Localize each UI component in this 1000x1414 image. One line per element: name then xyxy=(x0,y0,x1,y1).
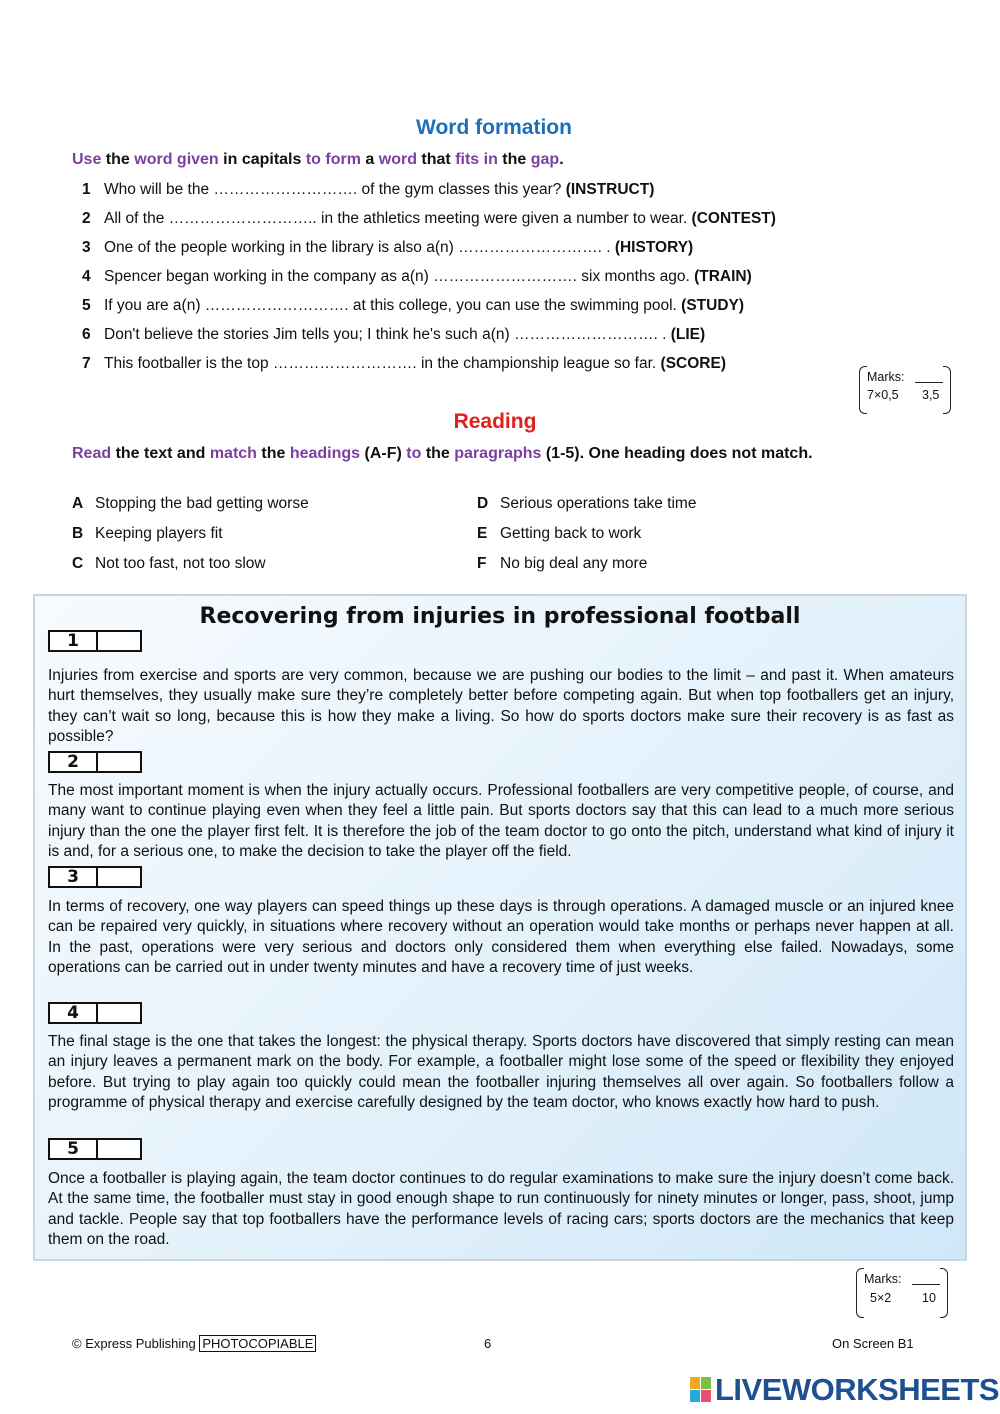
word-formation-title: Word formation xyxy=(416,116,572,139)
paragraph-number: 3 xyxy=(50,868,98,886)
marks-label: Marks: xyxy=(867,370,905,384)
heading-text: Serious operations take time xyxy=(500,495,697,512)
heading-option xyxy=(477,554,647,574)
instruction-part: the xyxy=(497,151,531,168)
instruction-part: . xyxy=(559,151,564,168)
paragraph-text: The most important moment is when the injury actually occurs. Professional footballers are very competitive people, of course, and many want to continue playing even when they feel a little pain. But sports doctors say that this can lead to a much more serious injury than the one the player first felt. It is therefore the job of the team doctor to go onto the pitch, understand what kind of injury it is and, for a serious one, to make the decision to take the player off the field. xyxy=(48,782,954,860)
instruction-part: to form xyxy=(305,151,361,168)
heading-option xyxy=(72,554,266,574)
word-formation-item xyxy=(82,296,744,316)
word-formation-item xyxy=(82,209,776,229)
word-formation-item xyxy=(82,238,693,258)
instruction-part: (1-5). One heading does not match. xyxy=(541,445,813,462)
item-number: 5 xyxy=(82,297,91,314)
item-number: 4 xyxy=(82,268,91,285)
item-sentence[interactable]: Don't believe the stories Jim tells you; I think he's such a(n) ………………………. . xyxy=(104,326,671,343)
paragraph-text: In terms of recovery, one way players can speed things up these days is through operations. A damaged muscle or an injured knee can be repaired very quickly, in situations where recovery without an operation would take months or perhaps never happen at all. In the past, operations were very serious and doctors only considered them when everything else failed. Nowadays, some operations can be carried out in under twenty minutes and have a recovery time of just weeks. xyxy=(48,898,954,976)
instruction-part: word xyxy=(378,151,417,168)
instruction-part: (A-F) xyxy=(360,445,407,462)
instruction-part: the xyxy=(256,445,290,462)
photocopiable-badge: PHOTOCOPIABLE xyxy=(199,1335,316,1352)
item-number: 1 xyxy=(82,181,91,198)
marks-label: Marks: xyxy=(864,1272,902,1286)
reading-marks xyxy=(856,1268,948,1318)
item-sentence[interactable]: Spencer began working in the company as a(n) ………………………. six months ago. xyxy=(104,268,695,285)
marks-total: 3,5 xyxy=(922,388,940,402)
word-formation-item xyxy=(82,354,726,374)
article-title: Recovering from injuries in professional football xyxy=(199,604,801,629)
paragraph-answer-box[interactable] xyxy=(48,1138,142,1160)
heading-text: Not too fast, not too slow xyxy=(95,555,266,572)
instruction-part: fits in xyxy=(455,151,498,168)
item-word-given: (INSTRUCT) xyxy=(565,181,655,198)
liveworksheets-watermark xyxy=(690,1372,999,1408)
marks-formula: 7×0,5 xyxy=(867,388,899,402)
heading-letter: B xyxy=(72,525,84,542)
marks-answer-line[interactable] xyxy=(912,1271,940,1285)
paragraph-number: 5 xyxy=(50,1140,98,1158)
watermark-text: LIVEWORKSHEETS xyxy=(715,1372,1000,1407)
heading-text: Getting back to work xyxy=(500,525,642,542)
item-number: 3 xyxy=(82,239,91,256)
instruction-part: the xyxy=(421,445,455,462)
item-sentence[interactable]: This footballer is the top ………………………. in the championship league so far. xyxy=(104,355,661,372)
footer-copyright xyxy=(72,1336,316,1351)
heading-option xyxy=(477,494,696,514)
article-panel xyxy=(33,594,967,1261)
item-sentence[interactable]: Who will be the ………………………. of the gym classes this year? xyxy=(104,181,566,198)
paragraph-text: The final stage is the one that takes the longest: the physical therapy. Sports doctors have discovered that simply resting can mean an injury leaves a permanent mark on the body. For example, a footballer might lose some of the speed or flexibility they enjoyed before. But trying to play again too quickly could mean the footballer injuring themselves all over again. So footballers follow a programme of physical therapy and exercise carefully designed by the team doctor, who knows exactly how hard to push. xyxy=(48,1033,954,1111)
paragraph-text: Injuries from exercise and sports are very common, because we are pushing our bodies to the limit – and past it. When amateurs hurt themselves, they usually make sure they’re completely better before competing again. But when top footballers get an injury, they can’t wait so long, because this is how they make a living. So how do sports doctors make sure their recovery is as fast as possible? xyxy=(48,667,954,745)
heading-option xyxy=(72,524,223,544)
item-word-given: (CONTEST) xyxy=(691,210,776,227)
heading-text: Stopping the bad getting worse xyxy=(95,495,309,512)
heading-letter: A xyxy=(72,495,84,512)
item-number: 6 xyxy=(82,326,91,343)
heading-letter: C xyxy=(72,555,84,572)
reading-title: Reading xyxy=(453,410,537,433)
word-formation-item xyxy=(82,267,752,287)
instruction-part: Read xyxy=(72,445,112,462)
instruction-part: word given xyxy=(134,151,219,168)
item-word-given: (LIE) xyxy=(670,326,706,343)
word-formation-item xyxy=(82,325,705,345)
instruction-part: Use xyxy=(72,151,102,168)
heading-text: No big deal any more xyxy=(500,555,648,572)
item-sentence[interactable]: One of the people working in the library is also a(n) ………………………. . xyxy=(104,239,615,256)
heading-option xyxy=(72,494,309,514)
marks-answer-line[interactable] xyxy=(915,369,943,383)
paragraph-answer-box[interactable] xyxy=(48,751,142,773)
book-title: On Screen B1 xyxy=(832,1336,914,1351)
instruction-part: that xyxy=(416,151,456,168)
instruction-part: paragraphs xyxy=(454,445,542,462)
heading-option xyxy=(477,524,641,544)
heading-text: Keeping players fit xyxy=(95,525,223,542)
item-word-given: (HISTORY) xyxy=(614,239,694,256)
page-number: 6 xyxy=(484,1336,492,1351)
item-sentence[interactable]: If you are a(n) ………………………. at this college, you can use the swimming pool. xyxy=(104,297,682,314)
instruction-part: to xyxy=(406,445,422,462)
paragraph-text: Once a footballer is playing again, the team doctor continues to do regular examinations to make sure the injury doesn’t come back. At the same time, the footballer must stay in good enough shape to run continuously for ninety minutes or longer, pass, shoot, jump and tackle. People say that top footballers have the performance levels of racing cars; sports doctors are the mechanics that keep them on the road. xyxy=(48,1170,954,1248)
item-number: 2 xyxy=(82,210,91,227)
instruction-part: a xyxy=(360,151,379,168)
paragraph-number: 4 xyxy=(50,1004,98,1022)
paragraph-number: 1 xyxy=(50,632,98,650)
word-formation-marks xyxy=(859,366,951,414)
item-word-given: (TRAIN) xyxy=(694,268,752,285)
item-word-given: (SCORE) xyxy=(660,355,726,372)
copyright-text: © Express Publishing xyxy=(72,1336,196,1351)
instruction-part: headings xyxy=(289,445,361,462)
instruction-part: match xyxy=(209,445,257,462)
paragraph-answer-box[interactable] xyxy=(48,866,142,888)
heading-letter: E xyxy=(477,525,488,542)
word-formation-instruction xyxy=(72,150,952,170)
instruction-part: the text and xyxy=(111,445,210,462)
instruction-part: gap xyxy=(530,151,560,168)
item-sentence[interactable]: All of the ……………………….. in the athletics meeting were given a number to wear. xyxy=(104,210,692,227)
reading-instruction xyxy=(72,444,932,464)
paragraph-number: 2 xyxy=(50,753,98,771)
instruction-part: the xyxy=(101,151,135,168)
word-formation-item xyxy=(82,180,654,200)
paragraph-answer-box[interactable] xyxy=(48,630,142,652)
liveworksheets-logo-icon xyxy=(690,1377,712,1403)
item-number: 7 xyxy=(82,355,91,372)
item-word-given: (STUDY) xyxy=(681,297,745,314)
heading-letter: F xyxy=(477,555,487,572)
heading-letter: D xyxy=(477,495,489,512)
paragraph-answer-box[interactable] xyxy=(48,1002,142,1024)
instruction-part: in capitals xyxy=(218,151,306,168)
marks-total: 10 xyxy=(922,1291,936,1305)
marks-formula: 5×2 xyxy=(870,1291,892,1305)
